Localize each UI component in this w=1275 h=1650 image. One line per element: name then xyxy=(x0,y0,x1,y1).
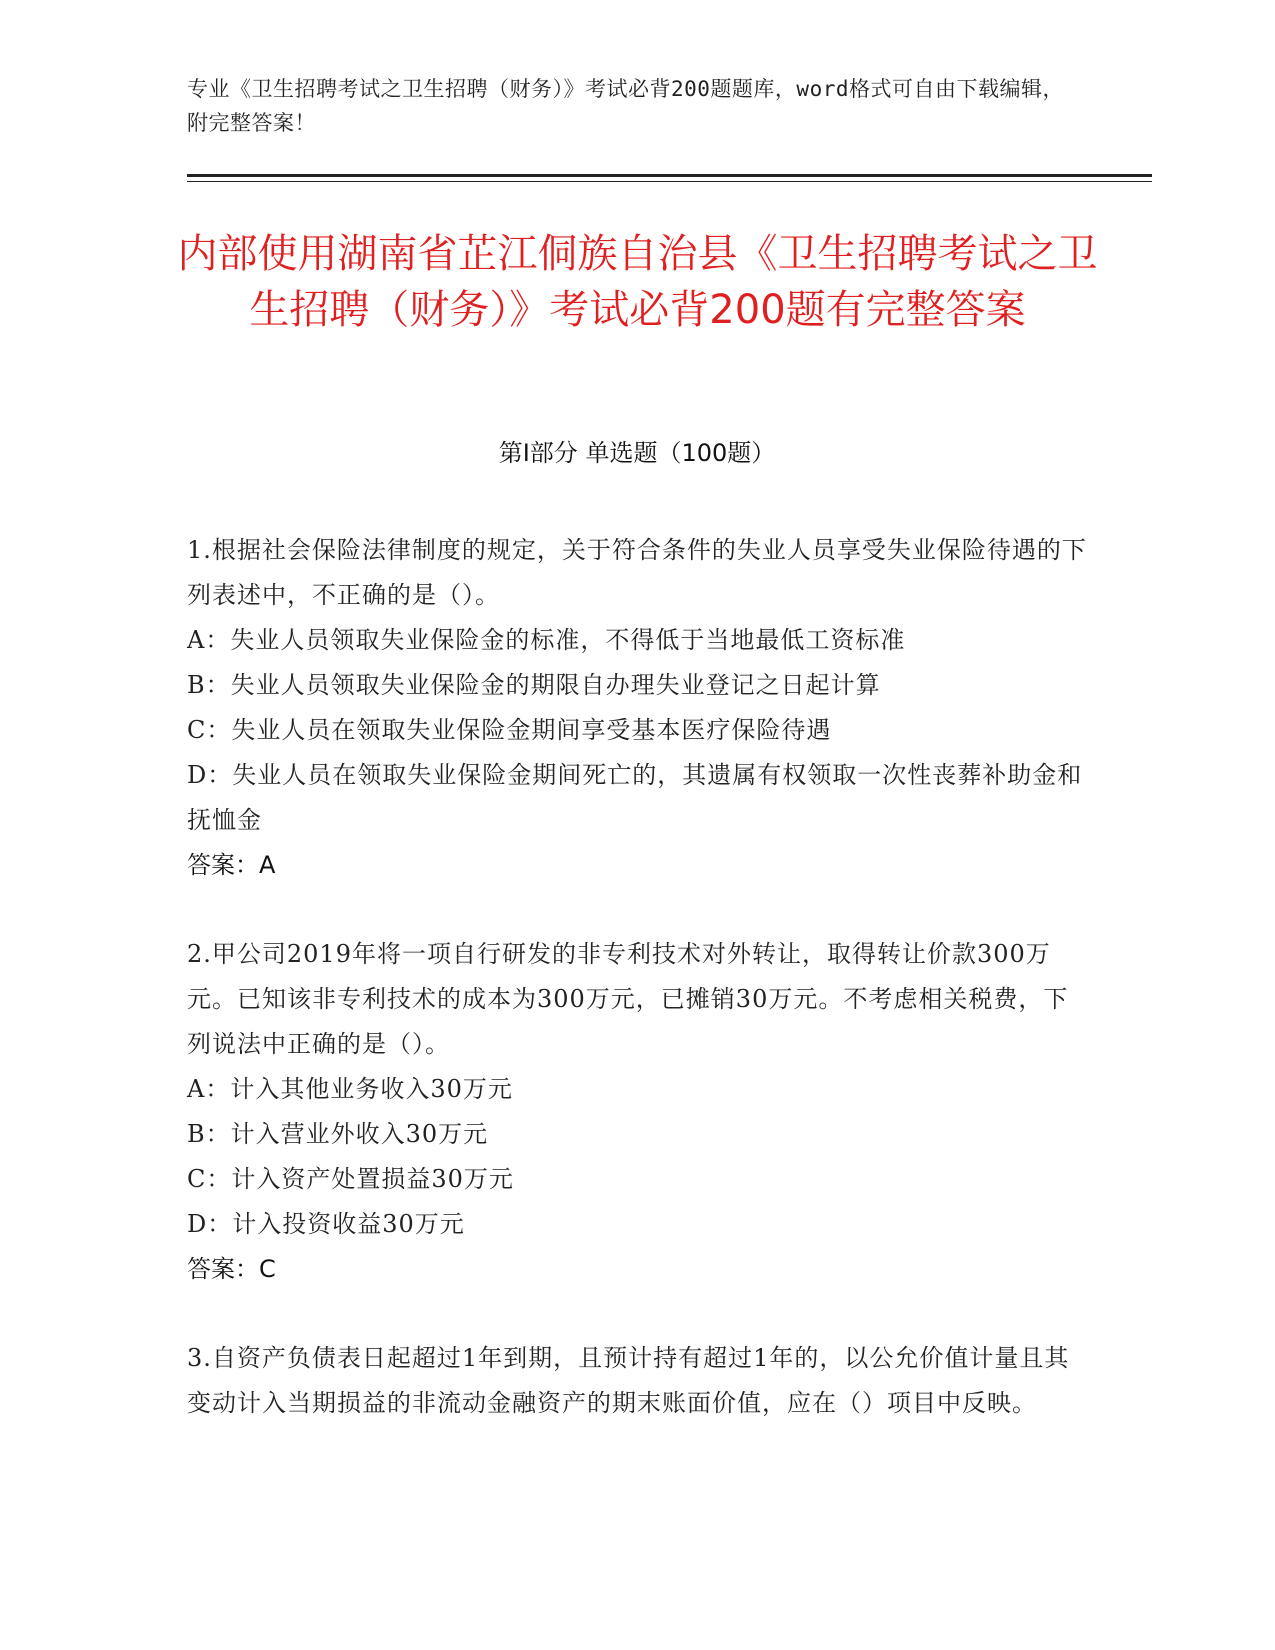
question-2 xyxy=(187,932,1087,1292)
question-2-option-a: A：计入其他业务收入30万元 xyxy=(187,1075,513,1103)
question-2-option-d: D：计入投资收益30万元 xyxy=(187,1210,465,1238)
question-2-text: 2.甲公司2019年将一项自行研发的非专利技术对外转让，取得转让价款300万元。已知该非专利技术的成本为300万元，已摊销30万元。不考虑相关税费，下列说法中正确的是（）。 xyxy=(187,940,1069,1058)
question-1-answer: 答案：A xyxy=(187,851,276,879)
section-title: 第I部分 单选题（100题） xyxy=(498,439,776,467)
header-divider-thin xyxy=(187,181,1152,182)
question-1-option-c: C：失业人员在领取失业保险金期间享受基本医疗保险待遇 xyxy=(187,716,832,744)
question-1-option-b: B：失业人员领取失业保险金的期限自办理失业登记之日起计算 xyxy=(187,671,881,699)
question-2-option-c: C：计入资产处置损益30万元 xyxy=(187,1165,514,1193)
question-2-option-b: B：计入营业外收入30万元 xyxy=(187,1120,489,1148)
header-divider-thick xyxy=(187,174,1152,177)
header-note: 专业《卫生招聘考试之卫生招聘（财务）》考试必背200题题库，word格式可自由下载编辑，附完整答案！ xyxy=(187,77,1064,135)
question-1-text: 1.根据社会保险法律制度的规定，关于符合条件的失业人员享受失业保险待遇的下列表述中，不正确的是（）。 xyxy=(187,536,1087,609)
question-3 xyxy=(187,1336,1087,1426)
question-3-text: 3.自资产负债表日起超过1年到期，且预计持有超过1年的，以公允价值计量且其变动计入当期损益的非流动金融资产的期末账面价值，应在（）项目中反映。 xyxy=(187,1344,1070,1417)
question-1 xyxy=(187,528,1087,888)
question-2-answer: 答案：C xyxy=(187,1255,276,1283)
question-1-option-d: D：失业人员在领取失业保险金期间死亡的，其遗属有权领取一次性丧葬补助金和抚恤金 xyxy=(187,761,1083,834)
question-1-option-a: A：失业人员领取失业保险金的标准，不得低于当地最低工资标准 xyxy=(187,626,906,654)
question-list xyxy=(187,528,1087,1470)
document-title: 内部使用湖南省芷江侗族自治县《卫生招聘考试之卫生招聘（财务）》考试必背200题有完整答案 xyxy=(177,231,1098,333)
